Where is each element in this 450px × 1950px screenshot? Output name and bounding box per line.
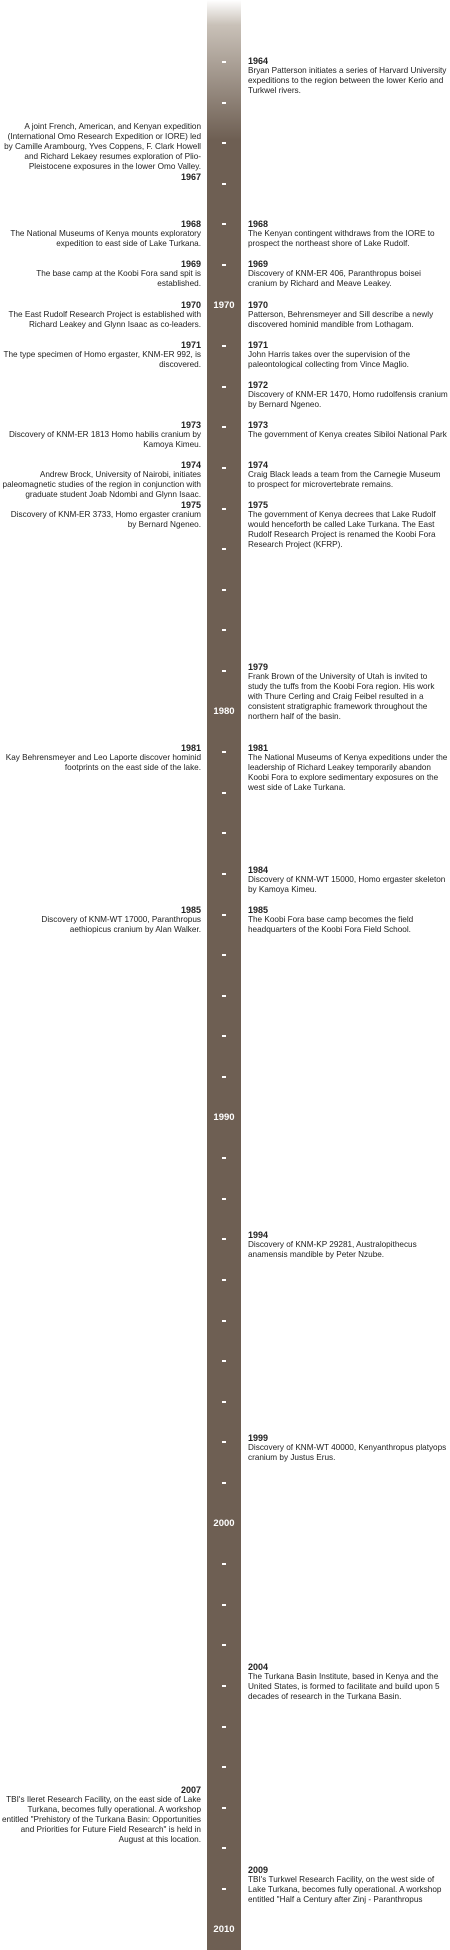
- event-description: Frank Brown of the University of Utah is invited to study the tuffs from the Koobi Fora region. His work with Thure Cerling and Craig Feibel resulted in a consistent stratigraphic framework throughout the northern half of the basin.: [248, 672, 435, 721]
- year-tick: [222, 61, 226, 63]
- year-tick: [222, 914, 226, 916]
- timeline-event: [248, 300, 448, 330]
- year-tick: [222, 1279, 226, 1281]
- year-tick: [222, 386, 226, 388]
- event-description: Discovery of KNM-ER 3733, Homo ergaster cranium by Bernard Ngeneo.: [10, 510, 201, 529]
- event-description: Discovery of KNM-WT 17000, Paranthropus aethiopicus cranium by Alan Walker.: [41, 915, 201, 934]
- timeline-event: [0, 460, 201, 500]
- year-tick: [222, 792, 226, 794]
- event-description: Andrew Brock, University of Nairobi, initiates paleomagnetic studies of the region in conjunction with graduate student Joab Ndombi and Glynn Isaac.: [2, 470, 201, 499]
- year-tick: [222, 629, 226, 631]
- timeline-event: [0, 340, 201, 370]
- event-year: 1985: [180, 905, 201, 915]
- timeline-event: [248, 56, 448, 96]
- event-year: 1967: [180, 172, 201, 182]
- event-year: 1975: [180, 500, 201, 510]
- event-year: 1969: [180, 259, 201, 269]
- year-tick: [222, 1847, 226, 1849]
- timeline-event: [248, 500, 448, 550]
- event-year: 1974: [248, 460, 269, 470]
- year-tick: [222, 264, 226, 266]
- event-description: The Turkana Basin Institute, based in Kenya and the United States, is formed to facilitate and build upon 5 decades of research in the Turkana Basin.: [248, 1672, 440, 1701]
- year-tick: [222, 1441, 226, 1443]
- timeline-event: [248, 905, 448, 935]
- timeline-event: [0, 420, 201, 450]
- timeline-event: [248, 1865, 448, 1905]
- event-description: TBI's Turkwel Research Facility, on the west side of Lake Turkana, becomes fully operational. A workshop entitled "Half a Century after Zinj - Paranthropus: [248, 1875, 442, 1904]
- decade-label-2000: 2000: [213, 1517, 235, 1529]
- year-tick: [222, 832, 226, 834]
- timeline-event: [248, 1230, 448, 1260]
- event-description: TBI's Ileret Research Facility, on the east side of Lake Turkana, becomes fully operational. A workshop entitled "Prehistory of the Turkana Basin: Opportunities and Priorities for Future Field Research" is held in August at this location.: [1, 1795, 201, 1844]
- event-year: 2004: [248, 1662, 269, 1672]
- event-description: John Harris takes over the supervision of the paleontological collecting from Vince Maglio.: [248, 350, 411, 369]
- timeline-event: [248, 460, 448, 490]
- event-year: 1973: [248, 420, 269, 430]
- year-tick: [222, 1726, 226, 1728]
- timeline-event: [0, 219, 201, 249]
- event-description: Patterson, Behrensmeyer and Sill describe a newly discovered hominid mandible from Lothagam.: [248, 310, 434, 329]
- year-tick: [222, 1320, 226, 1322]
- event-year: 1981: [180, 743, 201, 753]
- timeline-event: [248, 662, 448, 722]
- year-tick: [222, 1401, 226, 1403]
- event-description: The type specimen of Homo ergaster, KNM-ER 992, is discovered.: [3, 350, 201, 369]
- year-tick: [222, 1157, 226, 1159]
- timeline-event: [248, 340, 448, 370]
- timeline-event: [0, 500, 201, 530]
- timeline-event: [248, 1662, 448, 1702]
- event-year: 1994: [248, 1230, 269, 1240]
- timeline-event: [0, 259, 201, 289]
- event-year: 1970: [180, 300, 201, 310]
- event-year: 1968: [180, 219, 201, 229]
- event-year: 1999: [248, 1433, 269, 1443]
- timeline-event: [248, 380, 448, 410]
- event-description: Discovery of KNM-WT 40000, Kenyanthropus platyops cranium by Justus Erus.: [248, 1443, 447, 1462]
- event-year: 1973: [180, 420, 201, 430]
- year-tick: [222, 142, 226, 144]
- timeline-event: [248, 1433, 448, 1463]
- event-description: Discovery of KNM-WT 15000, Homo ergaster skeleton by Kamoya Kimeu.: [248, 875, 446, 894]
- decade-label-2010: 2010: [213, 1923, 235, 1935]
- event-year: 1985: [248, 905, 269, 915]
- event-description: Craig Black leads a team from the Carnegie Museum to prospect for microvertebrate remains.: [248, 470, 441, 489]
- year-tick: [222, 1035, 226, 1037]
- event-year: 1968: [248, 219, 269, 229]
- timeline-event: [248, 743, 448, 793]
- year-tick: [222, 508, 226, 510]
- decade-label-1980: 1980: [213, 705, 235, 717]
- year-tick: [222, 345, 226, 347]
- year-tick: [222, 954, 226, 956]
- year-tick: [222, 1766, 226, 1768]
- year-tick: [222, 1482, 226, 1484]
- decade-label-1970: 1970: [213, 299, 235, 311]
- event-year: 1971: [180, 340, 201, 350]
- event-description: Discovery of KNM-ER 1470, Homo rudolfensis cranium by Bernard Ngeneo.: [248, 390, 448, 409]
- year-tick: [222, 223, 226, 225]
- event-year: 1964: [248, 56, 269, 66]
- event-year: 1979: [248, 662, 269, 672]
- year-tick: [222, 1238, 226, 1240]
- event-description: The National Museums of Kenya mounts exploratory expedition to east side of Lake Turkana.: [10, 229, 201, 248]
- timeline-bar: [207, 0, 241, 1950]
- year-tick: [222, 589, 226, 591]
- year-tick: [222, 467, 226, 469]
- event-description: Bryan Patterson initiates a series of Harvard University expeditions to the region between the lower Kerio and Turkwel rivers.: [248, 66, 447, 95]
- timeline-event: [248, 219, 448, 249]
- timeline-event: [248, 865, 448, 895]
- event-year: 2007: [180, 1785, 201, 1795]
- event-description: The base camp at the Koobi Fora sand spit is established.: [36, 269, 201, 288]
- year-tick: [222, 1563, 226, 1565]
- event-description: The National Museums of Kenya expeditions under the leadership of Richard Leakey temporarily abandon Koobi Fora to explore sedimentary exposures on the west side of Lake Turkana.: [248, 753, 448, 792]
- decade-label-1990: 1990: [213, 1111, 235, 1123]
- event-year: 1971: [248, 340, 269, 350]
- year-tick: [222, 426, 226, 428]
- timeline-event: [248, 420, 448, 440]
- year-tick: [222, 1807, 226, 1809]
- event-year: 1984: [248, 865, 269, 875]
- year-tick: [222, 995, 226, 997]
- year-tick: [222, 1198, 226, 1200]
- year-tick: [222, 1685, 226, 1687]
- event-description: The government of Kenya decrees that Lake Rudolf would henceforth be called Lake Turkana. The East Rudolf Research Project is renamed the Koobi Fora Research Project (KFRP).: [248, 510, 436, 549]
- event-description: The East Rudolf Research Project is established with Richard Leakey and Glynn Isaac as co-leaders.: [8, 310, 201, 329]
- event-description: Discovery of KNM-ER 1813 Homo habilis cranium by Kamoya Kimeu.: [8, 430, 201, 449]
- year-tick: [222, 1604, 226, 1606]
- timeline-event: [0, 1785, 201, 1845]
- event-description: The Kenyan contingent withdraws from the IORE to prospect the northeast shore of Lake Rudolf.: [248, 229, 435, 248]
- year-tick: [222, 1888, 226, 1890]
- year-tick: [222, 1360, 226, 1362]
- event-year: 1972: [248, 380, 269, 390]
- timeline-event: [0, 300, 201, 330]
- event-year: 1970: [248, 300, 269, 310]
- event-year: 1974: [180, 460, 201, 470]
- year-tick: [222, 548, 226, 550]
- event-description: The government of Kenya creates Sibiloi National Park: [248, 430, 447, 439]
- timeline-event: [0, 743, 201, 773]
- event-description: Discovery of KNM-KP 29281, Australopithecus anamensis mandible by Peter Nzube.: [248, 1240, 417, 1259]
- event-year: 1975: [248, 500, 269, 510]
- event-description: Kay Behrensmeyer and Leo Laporte discover hominid footprints on the east side of the lake.: [5, 753, 201, 772]
- event-year: 1981: [248, 743, 269, 753]
- event-description: Discovery of KNM-ER 406, Paranthropus boisei cranium by Richard and Meave Leakey.: [248, 269, 421, 288]
- timeline-event: [0, 122, 201, 182]
- year-tick: [222, 1076, 226, 1078]
- event-year: 1969: [248, 259, 269, 269]
- timeline-event: [248, 259, 448, 289]
- year-tick: [222, 751, 226, 753]
- event-description: A joint French, American, and Kenyan expedition (International Omo Research Expedition or IORE) led by Camille Arambourg, Yves Coppens, F. Clark Howell and Richard Lekaey resumes exploration of Plio-Pleistocene exposures in the lower Omo Valley.: [4, 122, 201, 171]
- event-year: 2009: [248, 1865, 269, 1875]
- year-tick: [222, 873, 226, 875]
- timeline-event: [0, 905, 201, 935]
- year-tick: [222, 183, 226, 185]
- year-tick: [222, 1644, 226, 1646]
- year-tick: [222, 670, 226, 672]
- event-description: The Koobi Fora base camp becomes the field headquarters of the Koobi Fora Field School.: [248, 915, 414, 934]
- year-tick: [222, 102, 226, 104]
